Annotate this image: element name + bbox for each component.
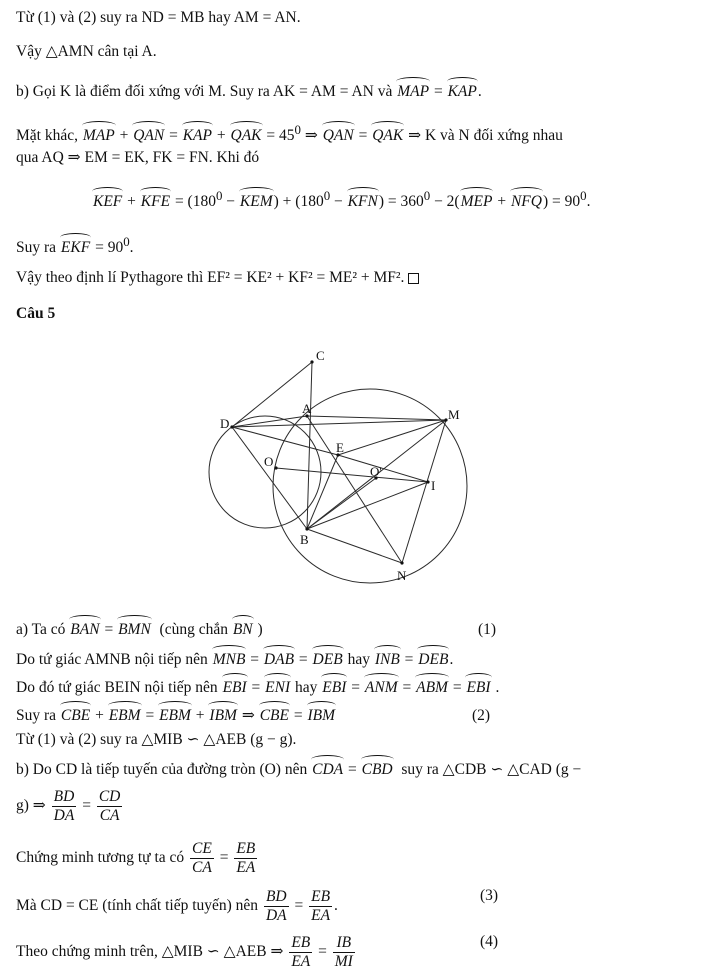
- text-line-f-prefix: g) ⇒: [16, 797, 50, 815]
- text-line-b1: Do tứ giác AMNB nội tiếp nên MNB = DAB = DEB hay INB = DEB.: [16, 651, 454, 668]
- text-line-h-prefix: Mà CD = CE (tính chất tiếp tuyến) nên: [16, 897, 262, 915]
- text-line-7-prefix: Suy ra: [16, 239, 60, 257]
- text-line-b2: Do đó tứ giác BEIN nội tiếp nên EBI = ENI hay EBI = ANM = ABM = EBI .: [16, 679, 500, 696]
- label-i: I: [431, 478, 436, 493]
- text-line-b2-prefix: Do đó tứ giác BEIN nội tiếp nên: [16, 679, 222, 696]
- text-line-b1-prefix: Do tứ giác AMNB nội tiếp nên: [16, 651, 212, 668]
- equation-kef: KEF + KFE = $(180^0 - KEM) + (180^0 - KFN) = 360^0 - 2(MEP + NFQ) = 90^0$.: [93, 188, 591, 211]
- text-line-g-prefix: Chứng minh tương tự ta có: [16, 849, 189, 867]
- text-line-i-prefix: Theo chứng minh trên, △MIB ∽ △AEB ⇒: [16, 943, 288, 961]
- label-o: O: [264, 454, 274, 469]
- text-line-f: g) ⇒ $\frac{BD}{DA}$ = $\frac{CD}{CA}$: [16, 788, 121, 824]
- label-a: A: [302, 401, 312, 416]
- text-line-h: Mà CD = CE (tính chất tiếp tuyến) nên $\frac{BD}{DA}$ = $\frac{EB}{EA}$ .: [16, 888, 338, 924]
- text-line-c-prefix: Suy ra: [16, 707, 60, 724]
- eq-number-1: (1): [478, 621, 497, 638]
- eq-number-4: (4): [480, 933, 499, 950]
- text-line-g: Chứng minh tương tự ta có $\frac{CE}{CA}$ = $\frac{EB}{EA}$: [16, 840, 256, 876]
- label-d: D: [220, 416, 230, 431]
- label-o-prime: O': [370, 464, 382, 479]
- text-line-e: b) Do CD là tiếp tuyến của đường tròn (O) nên CDA = CBD suy ra △CDB ∽ △CAD (g −: [16, 761, 582, 778]
- eq-number-2: (2): [472, 707, 491, 724]
- pythagore-line: Vậy theo định lí Pythagore thì EF² = KE² + KF² = ME² + MF².: [16, 269, 405, 286]
- text-line-e-suffix: suy ra △CDB ∽ △CAD (g −: [401, 761, 582, 778]
- label-n: N: [397, 568, 407, 583]
- text-line-a: a) Ta có BAN = BMN (cùng chắn BN ): [16, 621, 263, 638]
- eq-number-3: (3): [480, 887, 499, 904]
- text-line-1: Từ (1) và (2) suy ra ND = MB hay AM = AN.: [16, 9, 301, 26]
- text-line-8: [16, 268, 419, 288]
- text-line-a-prefix: a) Ta có: [16, 621, 70, 638]
- label-e: E: [336, 440, 344, 455]
- qed-box: [408, 273, 419, 284]
- text-line-c: Suy ra CBE + EBM = EBM + IBM ⇒ CBE = IBM: [16, 707, 336, 724]
- text-line-2: Vậy △AMN cân tại A.: [16, 43, 157, 60]
- text-line-d: Từ (1) và (2) suy ra △MIB ∽ △AEB (g − g).: [16, 731, 297, 748]
- text-line-5: qua AQ ⇒ EM = EK, FK = FN. Khi đó: [16, 149, 260, 166]
- text-line-3-prefix: b) Gọi K là điểm đối xứng với M. Suy ra AK = AM = AN và: [16, 83, 397, 100]
- text-line-3: b) Gọi K là điểm đối xứng với M. Suy ra AK = AM = AN và MAP = KAP.: [16, 83, 482, 100]
- text-line-7: Suy ra EKF = $90^0$.: [16, 234, 134, 257]
- text-line-4-prefix: Mặt khác,: [16, 127, 82, 145]
- text-line-e-prefix: b) Do CD là tiếp tuyến của đường tròn (O) nên: [16, 761, 312, 778]
- question-5-heading: Câu 5: [16, 305, 56, 322]
- text-line-a-note: (cùng chắn: [159, 621, 232, 638]
- label-m: M: [448, 407, 460, 422]
- text-line-i: Theo chứng minh trên, △MIB ∽ △AEB ⇒ $\frac{EB}{EA}$ = $\frac{IB}{MI}$: [16, 934, 353, 970]
- text-line-4-suffix: ⇒ K và N đối xứng nhau: [408, 127, 563, 145]
- label-b: B: [300, 532, 309, 547]
- text-line-4: Mặt khác, MAP + QAN = KAP + QAK = $45^0$ ⇒ QAN = QAK ⇒ K và N đối xứng nhau: [16, 122, 563, 145]
- geometry-figure: [190, 340, 490, 590]
- label-c: C: [316, 348, 325, 363]
